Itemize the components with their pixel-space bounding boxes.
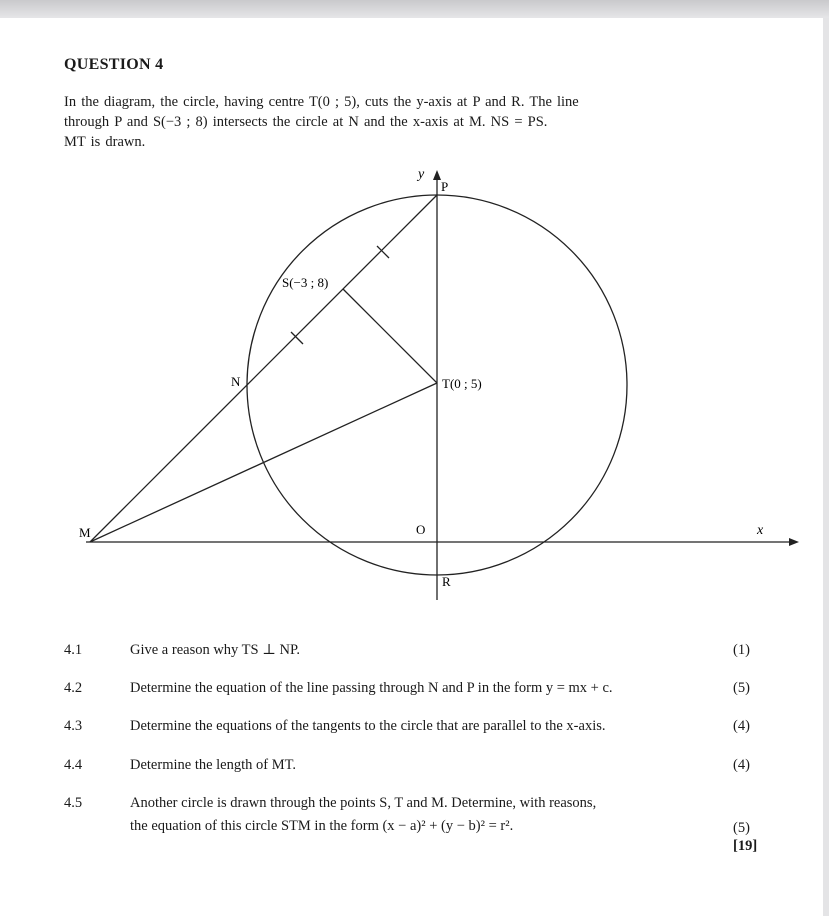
tick-mark-SP	[377, 246, 389, 258]
label-R: R	[442, 574, 451, 589]
intro-line-2: through P and S(−3 ; 8) intersects the circle at N and the x-axis at M. NS = PS.	[64, 114, 548, 130]
question-text: Another circle is drawn through the points S, T and M. Determine, with reasons,	[130, 795, 597, 811]
question-heading: QUESTION 4	[64, 56, 164, 73]
tick-mark-NS	[291, 332, 303, 344]
label-O: O	[416, 522, 426, 537]
question-marks: (1)	[733, 642, 750, 658]
question-marks: (5)	[733, 680, 750, 696]
segment-TS	[343, 289, 437, 383]
segment-MT	[90, 383, 437, 542]
question-number: 4.2	[64, 680, 83, 696]
question-marks: (5)	[733, 820, 750, 836]
label-M: M	[79, 525, 91, 540]
question-text: Give a reason why TS ⊥ NP.	[130, 642, 301, 658]
intro-line-3: MT is drawn.	[64, 134, 146, 150]
label-x-axis: x	[757, 523, 764, 538]
label-y-axis: y	[418, 167, 425, 182]
question-number: 4.1	[64, 642, 83, 658]
question-text: Determine the equations of the tangents to the circle that are parallel to the x-axis.	[130, 718, 606, 734]
question-number: 4.3	[64, 718, 83, 734]
question-marks: (4)	[733, 757, 750, 773]
question-text-line-2: the equation of this circle STM in the form (x − a)² + (y − b)² = r².	[130, 818, 514, 834]
label-S: S(−3 ; 8)	[282, 275, 329, 290]
question-marks: (4)	[733, 718, 750, 734]
label-N: N	[231, 374, 241, 389]
x-axis-arrow	[789, 538, 799, 546]
label-P: P	[441, 179, 449, 194]
y-axis-arrow	[433, 170, 441, 180]
label-T: T(0 ; 5)	[442, 376, 482, 391]
question-text: Determine the length of MT.	[130, 757, 297, 773]
line-MP	[90, 195, 437, 542]
question-number: 4.5	[64, 795, 83, 811]
intro-line-1: In the diagram, the circle, having centre T(0 ; 5), cuts the y-axis at P and R. The line	[64, 94, 579, 110]
question-total-marks: [19]	[733, 838, 758, 854]
question-text: Determine the equation of the line passing through N and P in the form y = mx + c.	[130, 680, 613, 696]
question-number: 4.4	[64, 757, 83, 773]
